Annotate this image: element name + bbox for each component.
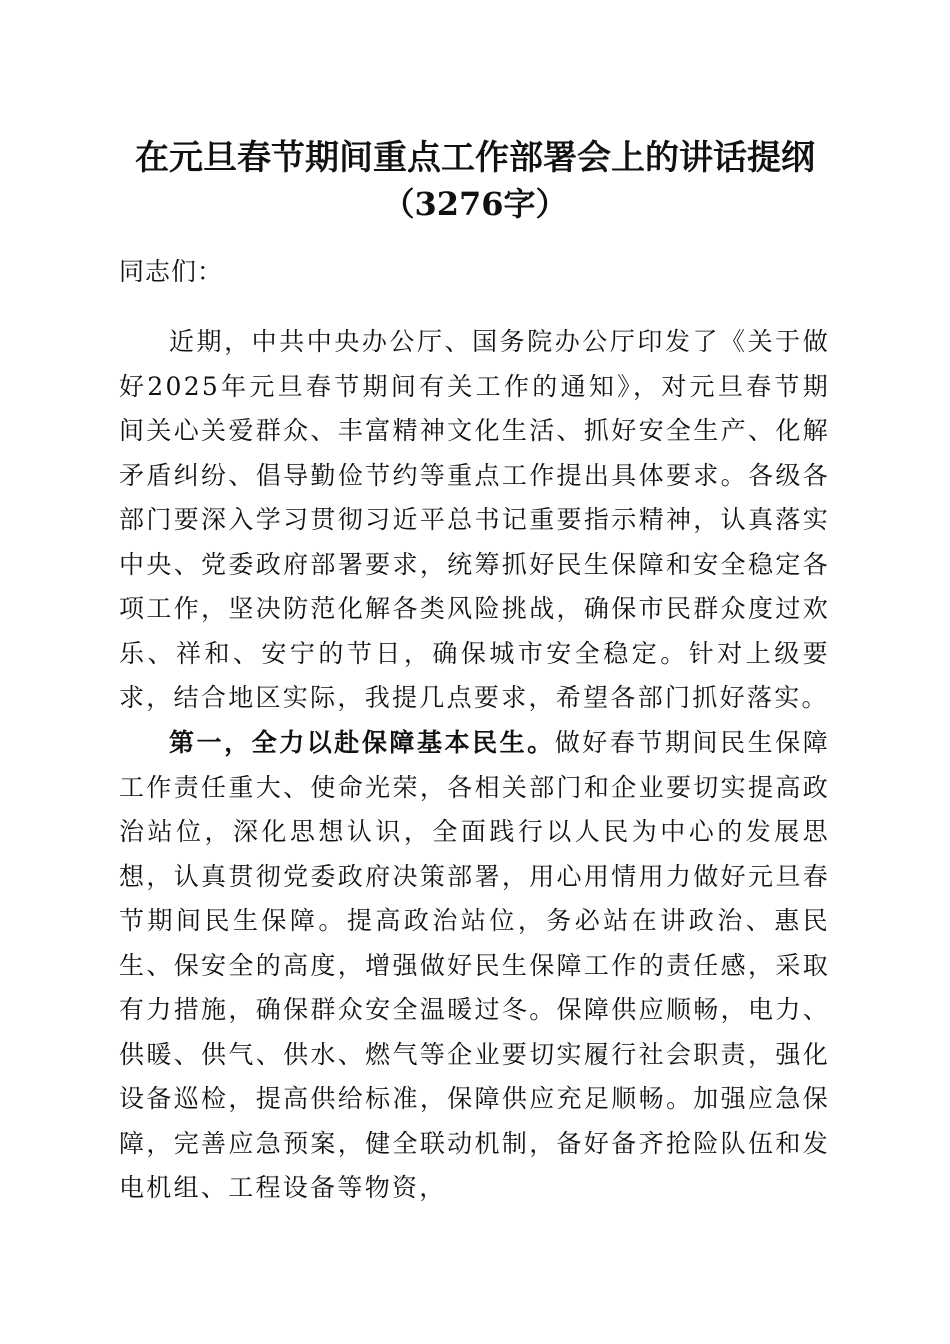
salutation: 同志们： — [119, 257, 224, 286]
document-title: 在元旦春节期间重点工作部署会上的讲话提纲 — [135, 138, 815, 178]
document-subtitle-word-count: （3276字） — [382, 185, 568, 223]
paragraph-point-one — [119, 721, 830, 1211]
paragraph-text: 近期，中共中央办公厅、国务院办公厅印发了《关于做好2025年元旦春节期间有关工作的通知》，对元旦春节期间关心关爱群众、丰富精神文化生活、抓好安全生产、化解矛盾纠纷、倡导勤俭节约等重点工作提出具体要求。各级各部门要深入学习贯彻习近平总书记重要指示精神，认真落实中央、党委政府部署要求，统筹抓好民生保障和安全稳定各项工作，坚决防范化解各类风险挑战，确保市民群众度过欢乐、祥和、安宁的节日，确保城市安全稳定。针对上级要求，结合地区实际，我提几点要求，希望各部门抓好落实。 — [119, 327, 830, 712]
paragraph-text: 做好春节期间民生保障工作责任重大、使命光荣，各相关部门和企业要切实提高政治站位，深化思想认识，全面践行以人民为中心的发展思想，认真贯彻党委政府决策部署，用心用情用力做好元旦春节期间民生保障。提高政治站位，务必站在讲政治、惠民生、保安全的高度，增强做好民生保障工作的责任感，采取有力措施，确保群众安全温暖过冬。保障供应顺畅，电力、供暖、供气、供水、燃气等企业要切实履行社会职责，强化设备巡检，提高供给标准，保障供应充足顺畅。加强应急保障，完善应急预案，健全联动机制，备好备齐抢险队伍和发电机组、工程设备等物资， — [119, 728, 830, 1202]
paragraph-introduction — [119, 320, 830, 721]
paragraph-lead-heading: 第一，全力以赴保障基本民生。 — [169, 728, 555, 757]
